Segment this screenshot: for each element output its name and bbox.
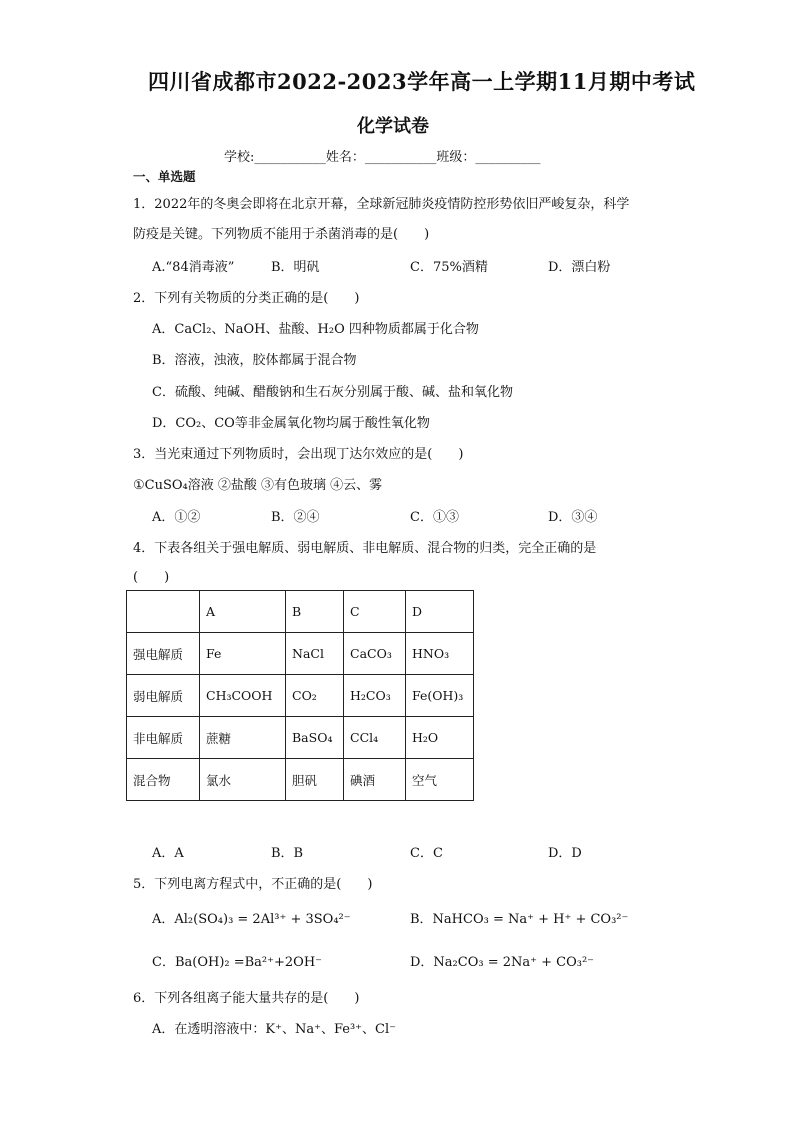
question-4-option-d: D．D bbox=[548, 846, 582, 861]
question-1-option-b: B．明矾 bbox=[271, 260, 320, 275]
question-4-option-b: B．B bbox=[271, 846, 304, 861]
table-cell: 非电解质 bbox=[127, 717, 200, 759]
table-cell: HNO₃ bbox=[406, 633, 474, 675]
question-5-option-a: A．Al₂(SO₄)₃ = 2Al³⁺ + 3SO₄²⁻ bbox=[152, 912, 351, 927]
question-3-items: ①CuSO₄溶液 ②盐酸 ③有色玻璃 ④云、雾 bbox=[133, 478, 383, 493]
question-4-option-c: C．C bbox=[410, 846, 443, 861]
question-4-line-1: 4．下表各组关于强电解质、弱电解质、非电解质、混合物的归类，完全正确的是 bbox=[133, 541, 597, 556]
question-1-option-d: D．漂白粉 bbox=[548, 260, 611, 275]
table-cell: 混合物 bbox=[127, 759, 200, 801]
table-row bbox=[127, 759, 474, 801]
question-5-option-c: C．Ba(OH)₂ =Ba²⁺+2OH⁻ bbox=[152, 955, 323, 970]
table-cell: CO₂ bbox=[286, 675, 344, 717]
table-cell: Fe bbox=[200, 633, 286, 675]
table-row bbox=[127, 591, 474, 633]
question-2-stem: 2．下列有关物质的分类正确的是( ) bbox=[133, 291, 360, 306]
table-cell: B bbox=[286, 591, 344, 633]
question-5-option-d: D．Na₂CO₃ = 2Na⁺ + CO₃²⁻ bbox=[410, 955, 595, 970]
classification-table bbox=[126, 590, 474, 801]
question-1-line-1: 1．2022年的冬奥会即将在北京开幕，全球新冠肺炎疫情防控形势依旧严峻复杂，科学 bbox=[133, 197, 630, 212]
question-2-option-c: C．硫酸、纯碱、醋酸钠和生石灰分别属于酸、碱、盐和氧化物 bbox=[152, 385, 513, 400]
table-cell: 氯水 bbox=[200, 759, 286, 801]
table-cell: 空气 bbox=[406, 759, 474, 801]
table-cell: CCl₄ bbox=[344, 717, 406, 759]
question-2-option-b: B．溶液，浊液，胶体都属于混合物 bbox=[152, 353, 357, 368]
question-3-stem: 3．当光束通过下列物质时，会出现丁达尔效应的是( ) bbox=[133, 447, 464, 462]
table-cell: H₂CO₃ bbox=[344, 675, 406, 717]
table-row bbox=[127, 633, 474, 675]
question-3-option-c: C．①③ bbox=[410, 510, 459, 525]
question-1-option-a: A.“84消毒液” bbox=[152, 260, 235, 275]
question-1-line-2: 防疫是关键。下列物质不能用于杀菌消毒的是( ) bbox=[133, 227, 430, 242]
table-cell bbox=[127, 591, 200, 633]
question-5-option-b: B．NaHCO₃ = Na⁺ + H⁺ + CO₃²⁻ bbox=[410, 912, 629, 927]
table-cell: A bbox=[200, 591, 286, 633]
table-cell: 胆矾 bbox=[286, 759, 344, 801]
table-cell: NaCl bbox=[286, 633, 344, 675]
question-6-option-a: A．在透明溶液中：K⁺、Na⁺、Fe³⁺、Cl⁻ bbox=[152, 1022, 396, 1037]
table-cell: 强电解质 bbox=[127, 633, 200, 675]
question-4-line-2: ( ) bbox=[133, 570, 170, 585]
section-label: 一、单选题 bbox=[133, 169, 196, 184]
table-cell: 蔗糖 bbox=[200, 717, 286, 759]
table-cell: CH₃COOH bbox=[200, 675, 286, 717]
question-3-option-a: A．①② bbox=[152, 510, 201, 525]
question-4-option-a: A．A bbox=[152, 846, 184, 861]
table-row bbox=[127, 675, 474, 717]
question-2-option-a: A．CaCl₂、NaOH、盐酸、H₂O 四种物质都属于化合物 bbox=[152, 322, 479, 337]
table-cell: D bbox=[406, 591, 474, 633]
question-1-option-c: C．75%酒精 bbox=[410, 260, 488, 275]
table-row bbox=[127, 717, 474, 759]
table-cell: H₂O bbox=[406, 717, 474, 759]
question-5-stem: 5．下列电离方程式中，不正确的是( ) bbox=[133, 877, 373, 892]
question-3-option-d: D．③④ bbox=[548, 510, 598, 525]
table-cell: BaSO₄ bbox=[286, 717, 344, 759]
page-title: 四川省成都市2022-2023学年高一上学期11月期中考试 bbox=[148, 69, 696, 94]
table-cell: 碘酒 bbox=[344, 759, 406, 801]
student-info-line: 学校:___________姓名：___________班级：__________ bbox=[224, 150, 541, 165]
table-cell: C bbox=[344, 591, 406, 633]
table-cell: Fe(OH)₃ bbox=[406, 675, 474, 717]
question-3-option-b: B．②④ bbox=[271, 510, 320, 525]
table-cell: CaCO₃ bbox=[344, 633, 406, 675]
question-6-stem: 6．下列各组离子能大量共存的是( ) bbox=[133, 991, 360, 1006]
page-subtitle: 化学试卷 bbox=[357, 116, 429, 137]
question-2-option-d: D．CO₂、CO等非金属氧化物均属于酸性氧化物 bbox=[152, 416, 430, 431]
table-cell: 弱电解质 bbox=[127, 675, 200, 717]
